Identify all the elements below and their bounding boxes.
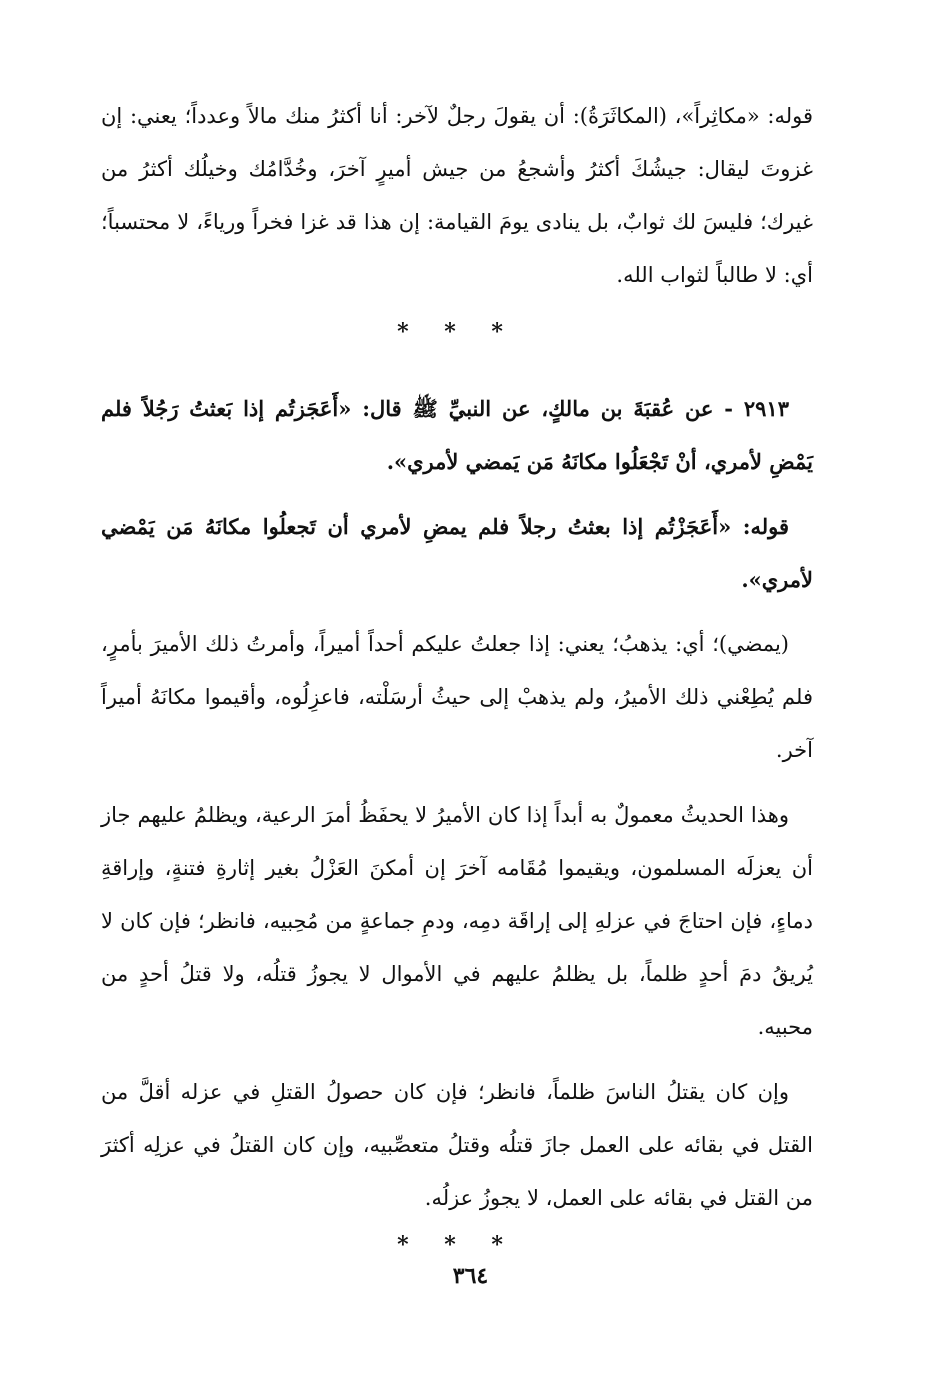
page-body: [101, 90, 813, 1285]
commentary-ruling: وهذا الحديثُ معمولٌ به أبداً إذا كان الأميرُ لا يحفَظُ أمرَ الرعية، ويظلمُ عليهم جاز أن يعزلَه المسلمون، ويقيموا مُقَامه آخرَ إن أمكنَ العَزْلُ بغير إثارةِ فتنةٍ، وإراقةِ دماءٍ، فإن احتاجَ في عزلهِ إلى إراقَة دمِه، ودمِ جماعةٍ من مُحِبيه، فانظر؛ فإن كان لا يُريقُ دمَ أحدٍ ظلماً، بل يظلمُ عليهم في الأموال لا يجوزُ قتلُه، ولا قتلُ أحدٍ من محبيه.: [101, 803, 813, 1039]
hadith-2913: ٢٩١٣ - عن عُقبَةَ بن مالكٍ، عن النبيِّ ﷺ قال: «أَعَجَزتُم إذا بَعثتُ رَجُلاً فلم يَمْضِ لأمري، أنْ تَجْعَلُوا مكانَهُ مَن يَمضي لأمري».: [101, 396, 813, 474]
commentary-quote: قوله: «أَعَجَزْتُم إذا بعثتُ رجلاً فلم يمضِ لأمري أن تَجعلُوا مكانَهُ مَن يَمْضي لأمري».: [101, 514, 813, 592]
commentary-killing: وإن كان يقتلُ الناسَ ظلماً، فانظر؛ فإن كان حصولُ القتلِ في عزله أقلَّ من القتل في بقائه على العمل جازَ قتلُه وقتلُ متعصِّبيه، وإن كان القتلُ في عزلِه أكثرَ من القتل في بقائه على العمل، لا يجوزُ عزلُه.: [101, 1080, 813, 1210]
section-separator-end: * * *: [397, 1232, 517, 1258]
page-number: ٣٦٤: [452, 1263, 489, 1289]
section-separator: * * *: [397, 319, 517, 345]
commentary-yamdi: (يمضي)؛ أي: يذهبُ؛ يعني: إذا جعلتُ عليكم أحداً أميراً، وأمرتُ ذلك الأميرَ بأمرٍ، فلم يُطِعْني ذلك الأميرُ، ولم يذهبْ إلى حيثُ أرسَلْته، فاعزِلُوه، وأقيموا مكانَهُ أميراً آخر.: [101, 632, 813, 762]
commentary-mukathiran: قوله: «مكاثِراً»، (المكاثَرَةُ): أن يقولَ رجلٌ لآخر: أنا أكثرُ منك مالاً وعدداً؛ يعني: إن غزوتَ ليقال: جيشُكَ أكثرُ وأشجعُ من جيش أميرٍ آخرَ، وخُدَّامُك وخيلُك أكثرُ من غيرك؛ فليسَ لك ثوابٌ، بل ينادى يومَ القيامة: إن هذا قد غزا فخراً ورياءً، لا محتسباً؛ أي: لا طالباً لثواب الله.: [101, 104, 813, 287]
